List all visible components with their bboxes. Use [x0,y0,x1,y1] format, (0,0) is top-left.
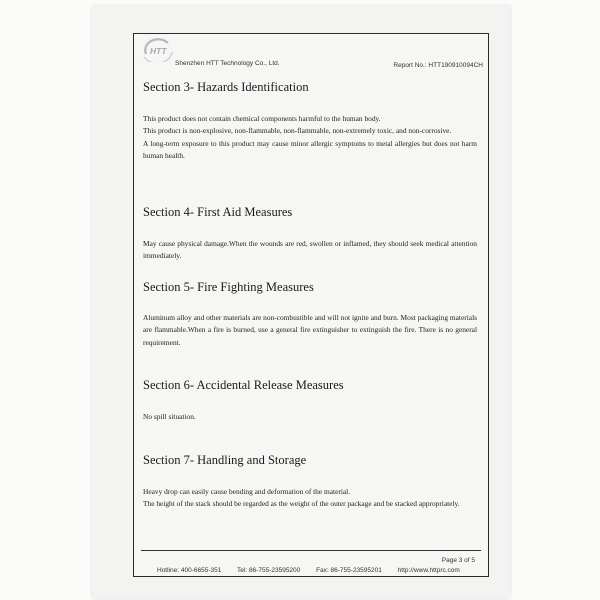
report-number: Report No.: HTT190910094CH [393,62,483,69]
section-3-line-2: This product is non-explosive, non-flammable, non-flammable, non-extremely toxic, and non-corrosive. [143,126,452,136]
footer-contacts [157,567,474,574]
section-5-body [143,312,477,349]
htt-logo [142,38,176,62]
section-5-heading: Section 5- Fire Fighting Measures [143,280,314,294]
section-7-line-2: The height of the stack should be regarded as the weight of the outer package and be stacked appropriately. [143,499,460,509]
section-3-body [143,113,477,162]
page-number: Page 3 of 5 [441,557,475,564]
section-6-body [143,411,477,423]
section-7-body [143,486,477,511]
footer-divider [141,550,481,551]
footer-hotline: Hotline: 400-6655-351 [157,567,222,574]
company-name: Shenzhen HTT Technology Co., Ltd. [175,60,280,67]
section-3-line-3: A long-term exposure to this product may cause minor allergic symptoms to metal allergies but does not harm human health. [143,138,477,160]
section-5-line-1: Aluminum alloy and other materials are non-combustible and will not ignite and burn. Most packaging materials are flammable.When a fire is burned, use a general fire extinguisher to extinguish the fire. There is no general requirement. [143,313,477,347]
section-4-heading: Section 4- First Aid Measures [143,205,293,219]
section-3-heading: Section 3- Hazards Identification [143,80,309,94]
section-6-line-1: No spill situation. [143,412,196,421]
footer-tel: Tel: 86-755-23595200 [237,567,301,574]
section-6-heading: Section 6- Accidental Release Measures [143,378,344,392]
footer-fax: Fax: 86-755-23595201 [316,567,382,574]
section-4-body [143,238,477,263]
section-7-line-1: Heavy drop can easily cause bending and deformation of the material. [143,487,351,496]
section-7-heading: Section 7- Handling and Storage [143,453,307,467]
section-3-line-1: This product does not contain chemical components harmful to the human body. [143,114,381,123]
footer-website[interactable]: http://www.httprc.com [397,567,460,574]
logo-text: HTT [150,46,167,56]
section-4-line-1: May cause physical damage.When the wounds are red, swollen or inflamed, they should seek medical attention immediately. [143,239,477,261]
